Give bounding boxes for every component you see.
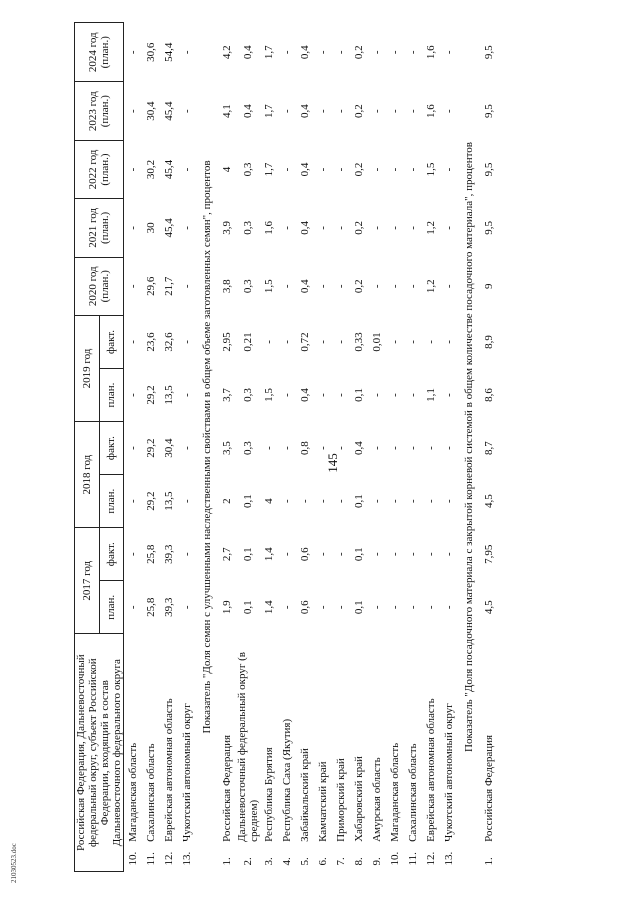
value-cell: -	[371, 167, 383, 172]
row-number: 13.	[443, 851, 455, 866]
value-cell: -	[389, 167, 401, 172]
value-cell: -	[181, 167, 193, 172]
value-cell: -	[443, 167, 455, 172]
region-name: Амурская область	[371, 757, 383, 842]
value-cell: 25,8	[145, 597, 157, 617]
value-cell: -	[127, 499, 139, 503]
plan-subheader: план.	[99, 475, 124, 528]
value-cell: 0,21	[242, 332, 254, 352]
table-row	[314, 23, 332, 872]
value-cell: 23,6	[145, 332, 157, 352]
region-name: Забайкальский край	[299, 748, 311, 842]
value-cell: -	[127, 605, 139, 610]
value-cell: 45,4	[163, 101, 175, 121]
value-cell: 29,2	[145, 438, 157, 458]
table-row	[440, 23, 458, 872]
value-cell: 25,8	[145, 544, 157, 564]
region-name: Дальневосточный федеральный округ (в среднем)	[236, 652, 260, 842]
value-cell: 0,1	[353, 600, 365, 615]
region-name: Еврейская автономная область	[425, 698, 437, 842]
value-cell: -	[181, 605, 193, 610]
value-cell: 1,2	[425, 221, 437, 235]
value-cell: -	[127, 50, 139, 55]
region-name: Магаданская область	[389, 742, 401, 842]
value-cell: 2	[221, 498, 233, 504]
region-name: Российская Федерация	[221, 734, 233, 842]
year-2019-header: 2019 год	[75, 315, 100, 421]
region-name: Российская Федерация	[483, 734, 495, 842]
value-cell: -	[127, 167, 139, 172]
page-number: 145	[325, 453, 340, 473]
value-cell: 0,2	[353, 104, 365, 119]
value-cell: 8,7	[483, 441, 495, 455]
value-cell: -	[425, 499, 437, 503]
value-cell: 9,5	[483, 45, 495, 60]
row-number: 9.	[371, 857, 383, 866]
value-cell: 1,2	[425, 279, 437, 294]
year-2023-header: 2023 год (план.)	[75, 82, 124, 140]
value-cell: -	[407, 446, 419, 450]
value-cell: 0,72	[299, 332, 311, 352]
value-cell: -	[389, 393, 401, 397]
value-cell: 2,95	[221, 332, 233, 352]
value-cell: 1,9	[221, 600, 233, 615]
table-row	[218, 23, 236, 872]
value-cell: -	[371, 605, 383, 610]
value-cell: 29,2	[145, 491, 157, 511]
value-cell: -	[425, 605, 437, 610]
value-cell: 1,4	[263, 547, 275, 562]
value-cell: 29,2	[145, 385, 157, 405]
value-cell: -	[281, 552, 293, 557]
table-row	[142, 23, 160, 872]
value-cell: 0,1	[353, 547, 365, 562]
row-number: 5.	[299, 857, 311, 866]
plan-subheader: план.	[99, 368, 124, 421]
value-cell: 0,6	[299, 547, 311, 562]
value-cell: -	[181, 284, 193, 289]
value-cell: 9,5	[483, 104, 495, 119]
value-cell: -	[371, 50, 383, 55]
value-cell: 8,9	[483, 335, 495, 349]
value-cell: -	[443, 109, 455, 113]
value-cell: -	[317, 499, 329, 503]
value-cell: 4	[221, 166, 233, 173]
value-cell: -	[317, 109, 329, 113]
value-cell: -	[443, 499, 455, 503]
value-cell: -	[127, 284, 139, 289]
value-cell: -	[281, 446, 293, 450]
table-row	[296, 23, 314, 872]
value-cell: -	[317, 393, 329, 397]
value-cell: -	[407, 284, 419, 289]
indicator-title: Показатель "Доля посадочного материала с закрытой корневой системой в общем количестве посадочного материала", процентов	[463, 142, 475, 752]
value-cell: -	[389, 50, 401, 55]
region-name: Камчатский край	[317, 761, 329, 842]
value-cell: -	[281, 50, 293, 55]
value-cell: 13,5	[163, 385, 175, 405]
value-cell: -	[181, 446, 193, 450]
year-2022-header: 2022 год (план.)	[75, 140, 124, 198]
value-cell: -	[281, 605, 293, 610]
table-row	[386, 23, 404, 872]
value-cell: 0,2	[353, 45, 365, 60]
value-cell: 0,4	[299, 45, 311, 60]
table-row	[160, 23, 178, 872]
value-cell: -	[371, 552, 383, 557]
fact-subheader: факт.	[99, 315, 124, 368]
value-cell: -	[443, 50, 455, 55]
value-cell: -	[335, 50, 347, 55]
value-cell: 0,4	[242, 45, 254, 60]
value-cell: 0,1	[353, 388, 365, 402]
value-cell: 54,4	[163, 42, 175, 62]
value-cell: -	[389, 284, 401, 289]
value-cell: -	[443, 226, 455, 230]
value-cell: 0,3	[242, 279, 254, 294]
value-cell: -	[281, 340, 293, 344]
table-row	[178, 23, 196, 872]
value-cell: -	[317, 50, 329, 55]
value-cell: -	[127, 109, 139, 113]
table-row	[124, 23, 143, 872]
row-number: 11.	[407, 852, 419, 866]
year-2021-header: 2021 год (план.)	[75, 199, 124, 257]
table-row	[350, 23, 368, 872]
value-cell: 1,6	[425, 104, 437, 119]
value-cell: 4	[263, 498, 275, 504]
year-2020-header: 2020 год (план.)	[75, 257, 124, 315]
value-cell: 0,8	[299, 441, 311, 455]
value-cell: 39,3	[163, 544, 175, 564]
value-cell: -	[371, 499, 383, 503]
value-cell: 1,5	[425, 162, 437, 177]
value-cell: 30,6	[145, 42, 157, 62]
indicator-row	[458, 23, 480, 872]
value-cell: -	[335, 499, 347, 503]
row-number: 12.	[425, 851, 437, 866]
value-cell: -	[317, 605, 329, 610]
value-cell: 9,5	[483, 162, 495, 177]
value-cell: -	[281, 167, 293, 172]
region-name: Сахалинская область	[145, 743, 157, 842]
value-cell: 0,1	[242, 494, 254, 509]
year-2018-header: 2018 год	[75, 422, 100, 528]
region-name: Магаданская область	[127, 742, 139, 842]
row-number: 13.	[181, 851, 193, 866]
value-cell: 0,1	[242, 600, 254, 615]
value-cell: -	[371, 393, 383, 397]
value-cell: -	[281, 393, 293, 397]
indicator-row	[196, 23, 218, 872]
value-cell: -	[335, 167, 347, 172]
value-cell: 39,3	[163, 597, 175, 617]
table-body	[124, 23, 499, 872]
value-cell: 0,2	[353, 162, 365, 177]
value-cell: -	[407, 605, 419, 610]
value-cell: -	[389, 109, 401, 113]
value-cell: -	[407, 109, 419, 113]
value-cell: 9	[483, 283, 495, 289]
value-cell: 3,7	[221, 388, 233, 402]
value-cell: -	[181, 393, 193, 397]
value-cell: -	[127, 393, 139, 397]
value-cell: 7,95	[483, 544, 495, 564]
forestry-indicators-table	[74, 22, 498, 872]
value-cell: -	[299, 499, 311, 503]
value-cell: 32,6	[163, 332, 175, 352]
value-cell: 0,4	[242, 104, 254, 119]
value-cell: -	[443, 340, 455, 344]
value-cell: -	[335, 284, 347, 289]
value-cell: 30	[145, 222, 157, 234]
value-cell: 0,4	[353, 441, 365, 455]
value-cell: 0,4	[299, 221, 311, 235]
value-cell: -	[281, 284, 293, 289]
value-cell: 1,7	[263, 104, 275, 119]
value-cell: 8,6	[483, 388, 495, 402]
value-cell: 0,2	[353, 279, 365, 294]
value-cell: 45,4	[163, 159, 175, 180]
value-cell: -	[317, 284, 329, 289]
value-cell: 0,4	[299, 388, 311, 402]
value-cell: -	[389, 446, 401, 450]
value-cell: 0,4	[299, 104, 311, 119]
row-number: 7.	[335, 857, 347, 866]
value-cell: 0,4	[299, 279, 311, 294]
value-cell: -	[281, 109, 293, 113]
value-cell: 0,3	[242, 162, 254, 177]
subject-column-header: Российская Федерация, Дальневосточный федеральный округ, субъект Российской Федерации, входящий в состав Дальневосточного федерального округа	[75, 634, 124, 872]
table-row	[368, 23, 386, 872]
value-cell: 0,01	[371, 332, 383, 352]
value-cell: 3,9	[221, 221, 233, 235]
value-cell: -	[335, 446, 347, 450]
value-cell: -	[181, 340, 193, 344]
value-cell: 13,5	[163, 491, 175, 511]
value-cell: -	[389, 552, 401, 557]
value-cell: 0,2	[353, 221, 365, 235]
value-cell: -	[317, 552, 329, 557]
fact-subheader: факт.	[99, 528, 124, 581]
row-number: 2.	[242, 857, 254, 866]
value-cell: -	[443, 393, 455, 397]
value-cell: -	[335, 552, 347, 557]
value-cell: 1,6	[263, 221, 275, 235]
value-cell: -	[127, 226, 139, 230]
value-cell: -	[181, 109, 193, 113]
value-cell: -	[317, 446, 329, 450]
row-number: 6.	[317, 857, 329, 866]
value-cell: -	[389, 605, 401, 610]
value-cell: 0,3	[242, 441, 254, 455]
table-row	[260, 23, 278, 872]
value-cell: 30,2	[145, 159, 157, 180]
value-cell: 29,6	[145, 276, 157, 296]
year-2024-header: 2024 год (план.)	[75, 23, 124, 82]
value-cell: 1,4	[263, 600, 275, 615]
value-cell: -	[407, 499, 419, 503]
row-number: 10.	[127, 851, 139, 866]
table-row	[278, 23, 296, 872]
value-cell: 0,33	[353, 332, 365, 352]
table-row	[236, 23, 260, 872]
value-cell: 1,6	[425, 45, 437, 60]
value-cell: 4,5	[483, 494, 495, 509]
value-cell: -	[181, 50, 193, 55]
plan-subheader: план.	[99, 581, 124, 634]
value-cell: 4,2	[221, 45, 233, 60]
value-cell: -	[425, 446, 437, 450]
value-cell: -	[181, 552, 193, 557]
value-cell: -	[407, 167, 419, 172]
region-name: Еврейская автономная область	[163, 698, 175, 842]
document-code: 21030523.doc	[10, 843, 18, 883]
value-cell: -	[127, 446, 139, 450]
region-name: Чукотский автономный округ	[443, 703, 455, 842]
value-cell: -	[317, 340, 329, 344]
value-cell: -	[407, 50, 419, 55]
row-number: 1.	[221, 857, 233, 866]
value-cell: -	[263, 446, 275, 450]
value-cell: 4,1	[221, 104, 233, 119]
value-cell: 4,5	[483, 600, 495, 615]
value-cell: -	[181, 499, 193, 503]
row-number: 1.	[483, 857, 495, 866]
value-cell: -	[389, 340, 401, 344]
value-cell: -	[335, 340, 347, 344]
row-number: 12.	[163, 851, 175, 866]
value-cell: -	[389, 226, 401, 230]
table-row	[480, 23, 498, 872]
value-cell: -	[425, 340, 437, 344]
value-cell: -	[371, 284, 383, 289]
row-number: 11.	[145, 852, 157, 866]
value-cell: 0,1	[242, 547, 254, 562]
value-cell: -	[443, 446, 455, 450]
value-cell: -	[407, 393, 419, 397]
indicator-title: Показатель "Доля семян с улучшенными наследственными свойствами в общем объеме заготовленных семян", процентов	[201, 160, 213, 734]
value-cell: -	[281, 226, 293, 230]
value-cell: 0,4	[299, 162, 311, 177]
row-number: 10.	[389, 851, 401, 866]
value-cell: 3,5	[221, 441, 233, 455]
value-cell: -	[371, 226, 383, 230]
rotated-table-sheet	[74, 22, 616, 872]
value-cell: 30,4	[163, 438, 175, 458]
value-cell: -	[335, 226, 347, 230]
value-cell: -	[335, 393, 347, 397]
value-cell: -	[371, 446, 383, 450]
value-cell: -	[443, 284, 455, 289]
value-cell: -	[335, 605, 347, 610]
value-cell: -	[181, 226, 193, 230]
year-2017-header: 2017 год	[75, 528, 100, 634]
row-number: 3.	[263, 857, 275, 866]
value-cell: -	[263, 340, 275, 344]
region-name: Сахалинская область	[407, 743, 419, 842]
table-header	[75, 23, 124, 872]
value-cell: 0,6	[299, 600, 311, 615]
region-name: Хабаровский край	[353, 756, 365, 842]
table-row	[404, 23, 422, 872]
value-cell: -	[371, 109, 383, 113]
region-name: Приморский край	[335, 758, 347, 842]
value-cell: 0,1	[353, 494, 365, 509]
value-cell: 45,4	[163, 218, 175, 238]
value-cell: 1,1	[425, 388, 437, 402]
value-cell: 1,5	[263, 279, 275, 294]
row-number: 8.	[353, 857, 365, 866]
value-cell: -	[281, 499, 293, 503]
value-cell: 0,3	[242, 221, 254, 235]
table-row	[422, 23, 440, 872]
value-cell: -	[407, 226, 419, 230]
value-cell: -	[127, 552, 139, 557]
value-cell: -	[317, 226, 329, 230]
region-name: Республика Саха (Якутия)	[281, 718, 293, 842]
table-row	[332, 23, 350, 872]
value-cell: -	[425, 552, 437, 557]
value-cell: -	[389, 499, 401, 503]
row-number: 4.	[281, 857, 293, 866]
value-cell: -	[335, 109, 347, 113]
value-cell: 3,8	[221, 279, 233, 294]
fact-subheader: факт.	[99, 422, 124, 475]
value-cell: 21,7	[163, 276, 175, 296]
value-cell: 9,5	[483, 221, 495, 235]
region-name: Чукотский автономный округ	[181, 703, 193, 842]
value-cell: 1,7	[263, 45, 275, 60]
value-cell: 1,7	[263, 162, 275, 177]
value-cell: 1,5	[263, 388, 275, 402]
value-cell: 2,7	[221, 547, 233, 562]
value-cell: -	[407, 552, 419, 557]
value-cell: -	[127, 340, 139, 344]
value-cell: 30,4	[145, 101, 157, 121]
value-cell: 0,3	[242, 388, 254, 402]
value-cell: -	[407, 340, 419, 344]
value-cell: -	[317, 167, 329, 172]
value-cell: -	[443, 552, 455, 557]
value-cell: -	[443, 605, 455, 610]
region-name: Республика Бурятия	[263, 747, 275, 842]
